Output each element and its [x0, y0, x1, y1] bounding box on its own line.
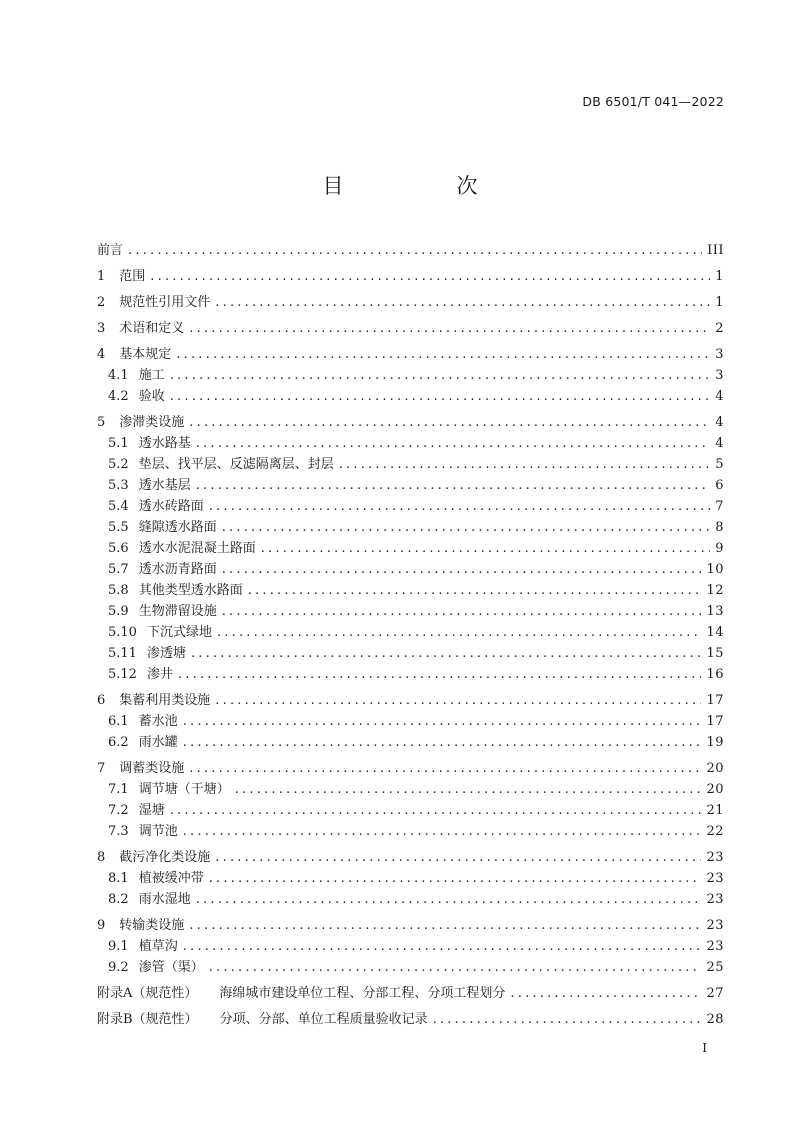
toc-entry-page: 12 [706, 583, 724, 598]
toc-entry-label: 垫层、找平层、反滤隔离层、封层 [138, 457, 334, 472]
toc-entry[interactable] [97, 821, 724, 842]
toc-entry[interactable] [97, 538, 724, 559]
toc-entry-label: 其他类型透水路面 [138, 583, 243, 598]
toc-leader-dots [189, 412, 710, 433]
toc-leader-dots [183, 936, 702, 957]
toc-entry-label: 基本规定 [119, 347, 172, 362]
toc-entry-label: 透水沥青路面 [138, 562, 217, 577]
toc-entry-page: 2 [715, 321, 724, 336]
toc-leader-dots [222, 517, 711, 538]
toc-leader-dots [433, 1009, 702, 1030]
toc-entry[interactable] [97, 454, 724, 475]
toc-entry-number: 5.6 [108, 541, 129, 556]
toc-entry-page: 10 [706, 562, 724, 577]
toc-entry-label: 调节池 [138, 824, 178, 839]
toc-entry-number: 9 [97, 918, 106, 933]
toc-entry[interactable] [97, 365, 724, 386]
toc-entry[interactable] [97, 889, 724, 910]
toc-entry[interactable] [97, 412, 724, 433]
toc-entry-label: 植被缓冲带 [138, 871, 204, 886]
toc-entry[interactable] [97, 517, 724, 538]
toc-entry-label: 渗井 [146, 667, 173, 682]
toc-entry-label: 生物滞留设施 [138, 604, 217, 619]
toc-entry-page: 15 [706, 646, 724, 661]
toc-entry-page: 14 [706, 625, 724, 640]
toc-entry-label: 术语和定义 [119, 321, 185, 336]
toc-entry-page: 4 [715, 415, 724, 430]
toc-entry-label: 集蓄利用类设施 [119, 693, 211, 708]
toc-leader-dots [217, 622, 701, 643]
toc-entry-number: 附录A（规范性） [97, 986, 198, 1001]
toc-leader-dots [222, 601, 702, 622]
toc-entry[interactable] [97, 758, 724, 779]
toc-entry-page: 4 [715, 436, 724, 451]
toc-entry-page: 17 [706, 714, 724, 729]
toc-entry[interactable] [97, 475, 724, 496]
toc-entry-page: 19 [706, 735, 724, 750]
toc-entry-number: 4.2 [108, 389, 129, 404]
toc-entry-page: 20 [706, 761, 724, 776]
toc-entry-number: 5.4 [108, 499, 129, 514]
toc-entry-number: 1 [97, 269, 106, 284]
toc-title: 目 次 [322, 174, 524, 198]
toc-entry-number: 5.8 [108, 583, 129, 598]
toc-leader-dots [215, 292, 710, 313]
toc-entry-label: 透水水泥混凝土路面 [138, 541, 256, 556]
toc-leader-dots [191, 643, 701, 664]
toc-leader-dots [339, 454, 711, 475]
toc-entry[interactable] [97, 240, 724, 261]
toc-entry-number: 4.1 [108, 368, 129, 383]
toc-leader-dots [183, 711, 702, 732]
toc-entry[interactable] [97, 983, 724, 1004]
toc-entry[interactable] [97, 580, 724, 601]
toc-entry-page: 9 [715, 541, 724, 556]
toc-leader-dots [261, 538, 711, 559]
toc-leader-dots [209, 957, 702, 978]
toc-leader-dots [189, 318, 710, 339]
toc-entry-label: 植草沟 [138, 939, 178, 954]
toc-entry-number: 附录B（规范性） [97, 1012, 198, 1027]
toc-entry[interactable] [97, 622, 724, 643]
toc-entry[interactable] [97, 559, 724, 580]
toc-entry[interactable] [97, 779, 724, 800]
toc-entry-label: 缝隙透水路面 [138, 520, 217, 535]
toc-entry-number: 9.2 [108, 960, 129, 975]
toc-entry-page: 17 [706, 693, 724, 708]
toc-leader-dots [215, 690, 701, 711]
toc-entry[interactable] [97, 868, 724, 889]
toc-entry-page: 13 [706, 604, 724, 619]
toc-entry-label: 截污净化类设施 [119, 850, 211, 865]
toc-entry[interactable] [97, 936, 724, 957]
toc-entry-number: 8.2 [108, 892, 129, 907]
toc-leader-dots [215, 847, 701, 868]
toc-entry-label: 渗透塘 [146, 646, 186, 661]
toc-entry[interactable] [97, 800, 724, 821]
toc-entry-label: 透水基层 [138, 478, 191, 493]
toc-entry-label: 海绵城市建设单位工程、分部工程、分项工程划分 [219, 986, 506, 1001]
toc-entry-page: 3 [715, 368, 724, 383]
toc-entry-number: 9.1 [108, 939, 129, 954]
toc-entry-label: 分项、分部、单位工程质量验收记录 [219, 1012, 428, 1027]
toc-entry-number: 5.5 [108, 520, 129, 535]
toc-leader-dots [209, 496, 711, 517]
toc-leader-dots [189, 758, 701, 779]
toc-entry[interactable] [97, 601, 724, 622]
toc-entry-page: 27 [706, 986, 724, 1001]
toc-leader-dots [248, 580, 702, 601]
toc-entry-page: 7 [715, 499, 724, 514]
toc-entry[interactable] [97, 957, 724, 978]
toc-entry-number: 5 [97, 415, 106, 430]
toc-entry-page: 6 [715, 478, 724, 493]
toc-entry-page: 22 [706, 824, 724, 839]
toc-entry-number: 7.3 [108, 824, 129, 839]
toc-entry-page: 1 [715, 295, 724, 310]
toc-entry[interactable] [97, 847, 724, 868]
toc-leader-dots [170, 800, 702, 821]
toc-entry-page: 5 [715, 457, 724, 472]
toc-entry-page: 23 [706, 871, 724, 886]
toc-entry-label: 前言 [97, 243, 124, 258]
toc-entry-label: 下沉式绿地 [146, 625, 212, 640]
toc-entry-number: 5.10 [108, 625, 137, 640]
toc-entry[interactable] [97, 1009, 724, 1030]
toc-entry[interactable] [97, 344, 724, 365]
toc-entry-page: 8 [715, 520, 724, 535]
toc-entry[interactable] [97, 292, 724, 313]
toc-entry-label: 透水路基 [138, 436, 191, 451]
toc-entry-label: 蓄水池 [138, 714, 178, 729]
toc-entry-number: 5.1 [108, 436, 129, 451]
toc-leader-dots [183, 732, 702, 753]
toc-entry-page: 28 [706, 1012, 724, 1027]
toc-leader-dots [183, 821, 702, 842]
toc-entry-number: 5.11 [108, 646, 137, 661]
toc-entry-number: 5.9 [108, 604, 129, 619]
toc-entry[interactable] [97, 266, 724, 287]
toc-entry[interactable] [97, 386, 724, 407]
toc-entry-label: 调蓄类设施 [119, 761, 185, 776]
toc-entry-label: 调节塘（干塘） [138, 782, 230, 797]
toc-entry[interactable] [97, 496, 724, 517]
toc-leader-dots [196, 889, 702, 910]
toc-entry-number: 5.7 [108, 562, 129, 577]
toc-entry-page: 23 [706, 892, 724, 907]
toc-leader-dots [128, 240, 702, 261]
toc-entry[interactable] [97, 732, 724, 753]
standard-code: DB 6501/T 041—2022 [582, 94, 724, 109]
toc-entry-page: 3 [715, 347, 724, 362]
toc-entry-page: 21 [706, 803, 724, 818]
toc-leader-dots [176, 344, 710, 365]
toc-entry-label: 渗滞类设施 [119, 415, 185, 430]
toc-entry-label: 施工 [138, 368, 165, 383]
toc-entry[interactable] [97, 643, 724, 664]
toc-entry[interactable] [97, 915, 724, 936]
toc-entry-number: 5.3 [108, 478, 129, 493]
toc-entry[interactable] [97, 711, 724, 732]
toc-leader-dots [235, 779, 702, 800]
toc-entry-number: 7.2 [108, 803, 129, 818]
toc-entry-label: 转输类设施 [119, 918, 185, 933]
toc-leader-dots [170, 365, 711, 386]
toc-entry-page: 23 [706, 918, 724, 933]
toc-entry-number: 8 [97, 850, 106, 865]
toc-entry[interactable] [97, 318, 724, 339]
toc-entry-label: 范围 [119, 269, 146, 284]
toc-leader-dots [178, 664, 701, 685]
toc-entry-page: 23 [706, 850, 724, 865]
toc-entry-label: 雨水罐 [138, 735, 178, 750]
toc-leader-dots [209, 868, 702, 889]
toc-leader-dots [189, 915, 701, 936]
toc-entry-page: 25 [706, 960, 724, 975]
page-number-footer: I [702, 1041, 707, 1055]
toc-entry[interactable] [97, 690, 724, 711]
toc-leader-dots [510, 983, 701, 1004]
toc-entry-number: 7 [97, 761, 106, 776]
toc-leader-dots [196, 433, 711, 454]
toc-entry-number: 5.2 [108, 457, 129, 472]
toc-entry-number: 3 [97, 321, 106, 336]
toc-entry-number: 7.1 [108, 782, 129, 797]
table-of-contents [97, 240, 724, 1030]
toc-entry[interactable] [97, 664, 724, 685]
toc-entry-number: 2 [97, 295, 106, 310]
toc-entry-number: 5.12 [108, 667, 137, 682]
toc-entry-page: 16 [706, 667, 724, 682]
toc-leader-dots [196, 475, 711, 496]
toc-entry[interactable] [97, 433, 724, 454]
toc-entry-number: 4 [97, 347, 106, 362]
toc-entry-number: 6 [97, 693, 106, 708]
toc-entry-page: 23 [706, 939, 724, 954]
toc-entry-label: 湿塘 [138, 803, 165, 818]
toc-entry-number: 8.1 [108, 871, 129, 886]
toc-entry-number: 6.2 [108, 735, 129, 750]
toc-entry-page: 4 [715, 389, 724, 404]
toc-entry-label: 验收 [138, 389, 165, 404]
toc-entry-page: 1 [715, 269, 724, 284]
toc-leader-dots [150, 266, 710, 287]
toc-entry-page: III [707, 243, 724, 258]
toc-leader-dots [222, 559, 702, 580]
toc-entry-number: 6.1 [108, 714, 129, 729]
toc-entry-page: 20 [706, 782, 724, 797]
toc-leader-dots [170, 386, 711, 407]
toc-entry-label: 透水砖路面 [138, 499, 204, 514]
toc-entry-label: 渗管（渠） [138, 960, 204, 975]
toc-entry-label: 规范性引用文件 [119, 295, 211, 310]
toc-entry-label: 雨水湿地 [138, 892, 191, 907]
